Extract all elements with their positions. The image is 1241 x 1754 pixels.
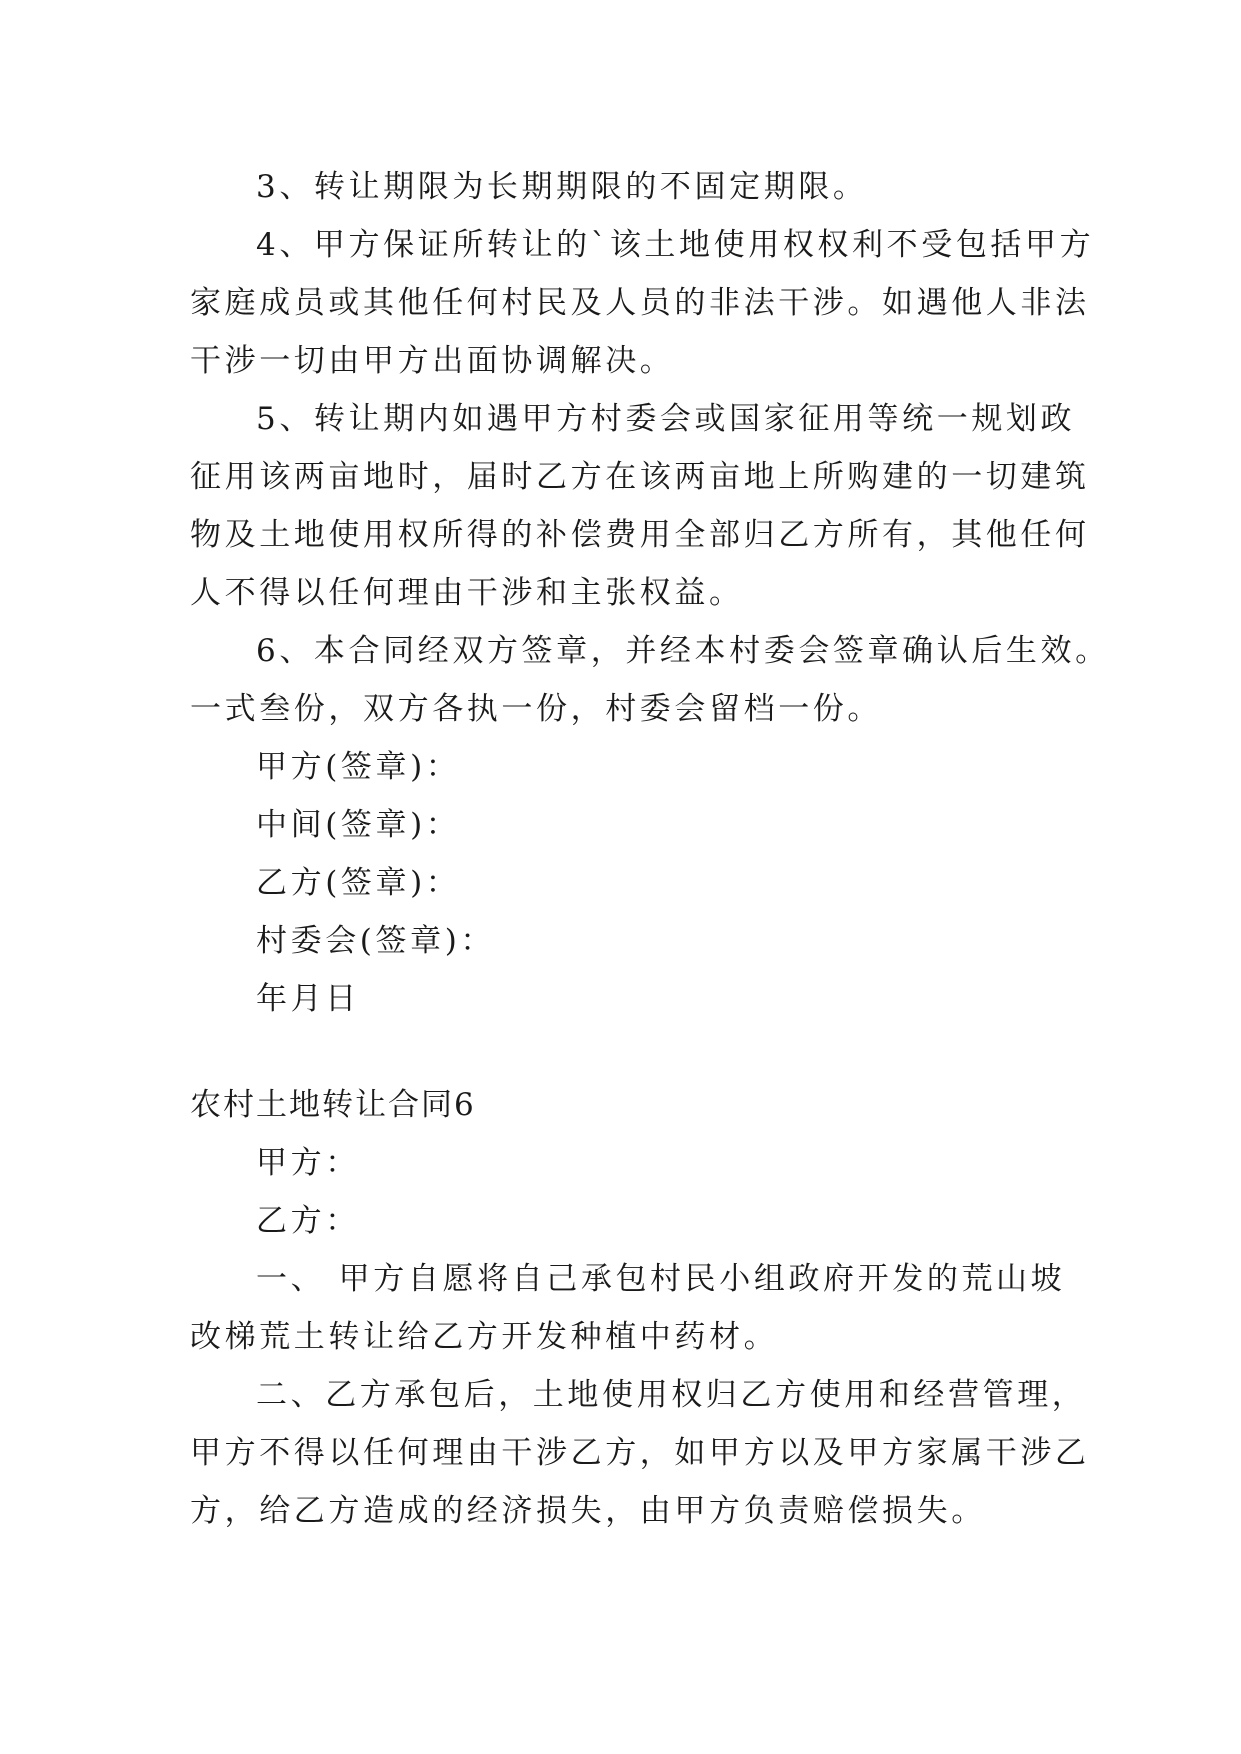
clause-5-line-2: 征用该两亩地时，届时乙方在该两亩地上所购建的一切建筑 (190, 459, 1090, 495)
article-1-line-1: 一、 甲方自愿将自己承包村民小组政府开发的荒山坡 (256, 1261, 1066, 1297)
article-2-line-1: 二、乙方承包后，土地使用权归乙方使用和经营管理， (256, 1377, 1087, 1413)
clause-5-line-3: 物及土地使用权所得的补偿费用全部归乙方所有，其他任何 (190, 517, 1090, 553)
clause-4-line-3: 干涉一切由甲方出面协调解决。 (190, 343, 675, 379)
article-2-line-3: 方，给乙方造成的经济损失，由甲方负责赔偿损失。 (190, 1493, 986, 1529)
section-title: 农村土地转让合同6 (190, 1087, 476, 1123)
article-2-line-2: 甲方不得以任何理由干涉乙方，如甲方以及甲方家属干涉乙 (190, 1435, 1090, 1471)
clause-4-line-2: 家庭成员或其他任何村民及人员的非法干涉。如遇他人非法 (190, 285, 1090, 321)
clause-5-line-1: 5、转让期内如遇甲方村委会或国家征用等统一规划政 (256, 401, 1076, 437)
clause-6-line-2: 一式叁份，双方各执一份，村委会留档一份。 (190, 691, 882, 727)
clause-4-line-1: 4、甲方保证所转让的`该土地使用权权利不受包括甲方 (256, 227, 1095, 263)
party-b-label: 乙方： (256, 1203, 360, 1239)
clause-6-line-1: 6、本合同经双方签章，并经本村委会签章确认后生效。 (256, 633, 1110, 669)
signature-party-b: 乙方(签章)： (256, 865, 461, 901)
article-1-line-2: 改梯荒土转让给乙方开发种植中药材。 (190, 1319, 779, 1355)
section-gap (190, 1028, 1070, 1076)
date-line: 年月日 (256, 981, 360, 1017)
party-a-label: 甲方： (256, 1145, 360, 1181)
clause-5-line-4: 人不得以任何理由干涉和主张权益。 (190, 575, 744, 611)
clause-3-line-1: 3、转让期限为长期期限的不固定期限。 (256, 169, 868, 205)
document-page (190, 158, 1110, 1540)
signature-intermediary: 中间(签章)： (256, 807, 461, 843)
signature-village-committee: 村委会(签章)： (256, 923, 495, 959)
signature-party-a: 甲方(签章)： (256, 749, 461, 785)
